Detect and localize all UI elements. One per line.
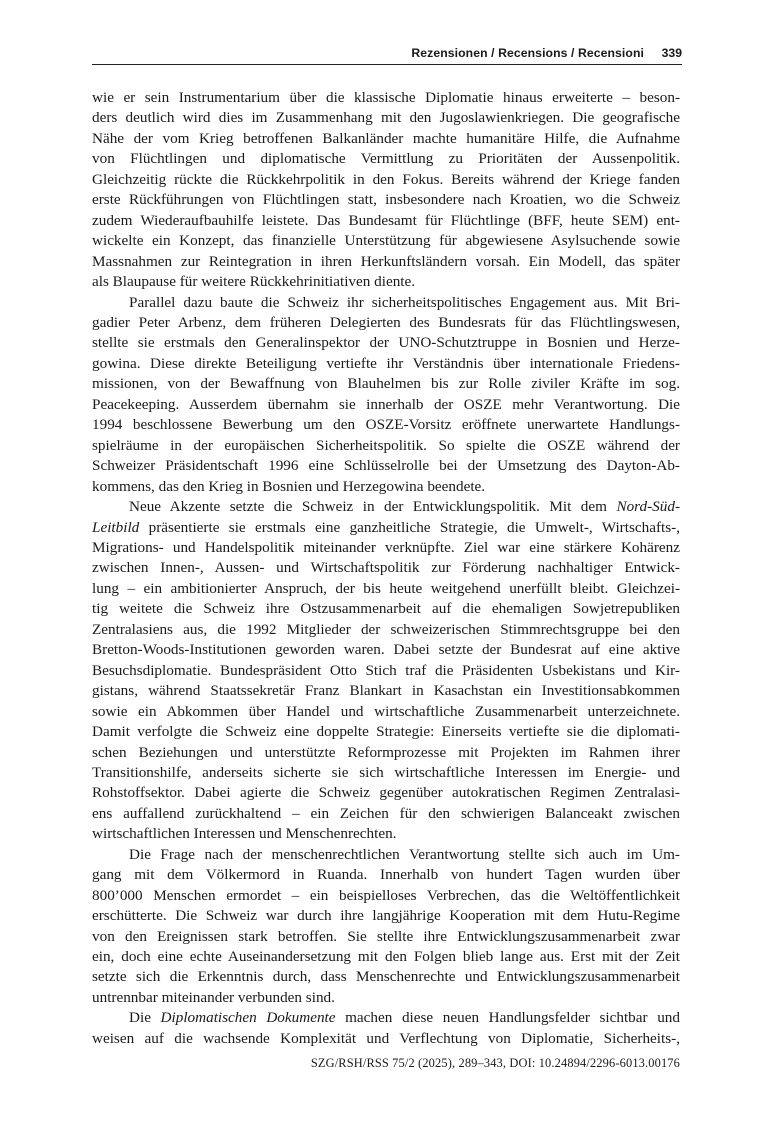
- text-line: kommens, das den Krieg in Bosnien und Herzegowina beendete.: [92, 477, 486, 495]
- text-line: 800’000 Menschen ermordet – ein beispielloses Verbrechen, das die Weltöffentlichkeit: [92, 886, 680, 904]
- running-header: [92, 42, 682, 65]
- text-line: Parallel dazu baute die Schweiz ihr sicherheitspolitisches Engagement aus. Mit Bri-: [129, 293, 680, 311]
- text-line: gadier Peter Arbenz, dem früheren Delegierten des Bundesrats für das Flüchtlingswesen,: [92, 313, 680, 331]
- text-line: missionen, von der Bewaffnung von Blauhelmen bis zur Rolle ziviler Kräfte im sog.: [92, 375, 680, 393]
- text-line: stellte sie erstmals den Generalinspektor der UNO-Schutztruppe in Bosnien und Herze-: [92, 334, 680, 352]
- text-line: von Flüchtlingen und diplomatische Vermittlung zu Prioritäten der Aussenpolitik.: [92, 150, 680, 168]
- text-line: Neue Akzente setzte die Schweiz in der Entwicklungspolitik. Mit dem Nord-Süd-: [129, 498, 680, 516]
- paragraph: [92, 1008, 680, 1049]
- text-line: schen Beziehungen und unterstützte Reformprozesse mit Projekten im Rahmen ihrer: [92, 743, 680, 761]
- text-line: Bretton-Woods-Institutionen geworden waren. Dabei setzte der Bundesrat auf eine aktive: [92, 641, 680, 659]
- paragraph: [92, 88, 680, 293]
- text-line: Rohstoffsektor. Dabei agierte die Schweiz gegenüber autokratischen Regimen Zentralasi-: [92, 784, 680, 802]
- text-line: tig weitete die Schweiz ihre Ostzusammenarbeit auf die ehemaligen Sowjetrepubliken: [92, 600, 680, 618]
- text-line: ders deutlich wird dies im Zusammenhang mit den Jugoslawienkriegen. Die geografische: [92, 109, 680, 127]
- text-line: spielräume in der europäischen Sicherheitspolitik. So spielte die OSZE während der: [92, 436, 680, 454]
- text-line: Schweizer Präsidentschaft 1996 eine Schlüsselrolle bei der Umsetzung des Dayton-Ab-: [92, 457, 680, 475]
- body-text: [92, 88, 680, 1049]
- paragraph: [92, 293, 680, 498]
- text-line: Die Diplomatischen Dokumente machen diese neuen Handlungsfelder sichtbar und: [129, 1009, 680, 1027]
- text-line: wie er sein Instrumentarium über die klassische Diplomatie hinaus erweiterte – beson-: [92, 89, 680, 106]
- text-line: Massnahmen zur Reintegration in ihren Herkunftsländern vorsah. Ein Modell, das später: [92, 252, 680, 270]
- text-line: gang mit dem Völkermord in Ruanda. Innerhalb von hundert Tagen wurden über: [92, 866, 680, 884]
- text-line: als Blaupause für weitere Rückkehrinitiativen diente.: [92, 273, 416, 291]
- paragraph: [92, 845, 680, 1009]
- page-number: 339: [661, 46, 682, 60]
- text-line: Zentralasiens aus, die 1992 Mitglieder der schweizerischen Stimmrechtsgruppe bei den: [92, 620, 680, 638]
- text-line: lung – ein ambitionierter Anspruch, der bis heute weitgehend unerfüllt bleibt. Gleichzei-: [92, 579, 680, 597]
- text-line: wickelte ein Konzept, das finanzielle Unterstützung für abgewiesene Asylsuchende sowie: [92, 232, 680, 250]
- text-line: Transitionshilfe, anderseits sicherte sie sich wirtschaftliche Interessen im Energie- und: [92, 763, 680, 781]
- text-line: Gleichzeitig rückte die Rückkehrpolitik in den Fokus. Bereits während der Kriege fanden: [92, 170, 680, 188]
- text-line: Nähe der vom Krieg betroffenen Balkanländer machte humanitäre Hilfe, die Aufnahme: [92, 129, 680, 147]
- text-line: erschütterte. Die Schweiz war durch ihre langjährige Kooperation mit dem Hutu-Regime: [92, 907, 680, 925]
- text-line: Besuchsdiplomatie. Bundespräsident Otto Stich traf die Präsidenten Usbekistans und Kir-: [92, 661, 680, 679]
- text-line: setzte sich die Erkenntnis durch, dass Menschenrechte und Entwicklungszusammenarbeit: [92, 968, 680, 986]
- text-line: ens auffallend zurückhaltend – ein Zeichen für den schwierigen Balanceakt zwischen: [92, 804, 680, 822]
- text-line: zwischen Innen-, Aussen- und Wirtschaftspolitik zur Förderung nachhaltiger Entwick-: [92, 559, 680, 577]
- text-line: gistans, während Staatssekretär Franz Blankart in Kasachstan ein Investitionsabkommen: [92, 682, 680, 700]
- paragraph: [92, 497, 680, 845]
- text-line: gowina. Diese direkte Beteiligung vertiefte ihr Verständnis über internationale Friedens-: [92, 354, 680, 372]
- text-line: erste Rückführungen von Flüchtlingen statt, insbesondere nach Kroatien, wo die Schweiz: [92, 191, 680, 209]
- text-line: zudem Wiederaufbauhilfe leistete. Das Bundesamt für Flüchtlinge (BFF, heute SEM) ent-: [92, 211, 680, 229]
- footer-citation: SZG/RSH/RSS 75/2 (2025), 289–343, DOI: 10.24894/2296-6013.00176: [310, 1056, 680, 1070]
- text-line: sowie ein Abkommen über Handel und wirtschaftliche Zusammenarbeit unterzeichnete.: [92, 702, 680, 720]
- text-line: Leitbild präsentierte sie erstmals eine ganzheitliche Strategie, die Umwelt-, Wirtschafts-,: [92, 518, 680, 536]
- text-line: untrennbar miteinander verbunden sind.: [92, 988, 335, 1006]
- text-line: von den Ereignissen stark betroffen. Sie stellte ihre Entwicklungszusammenarbeit zwar: [92, 927, 680, 945]
- text-line: 1994 beschlossene Bewerbung um den OSZE-Vorsitz eröffnete unerwartete Handlungs-: [92, 416, 680, 434]
- text-line: Migrations- und Handelspolitik miteinander verknüpfte. Ziel war eine stärkere Kohärenz: [92, 538, 680, 556]
- text-line: Die Frage nach der menschenrechtlichen Verantwortung stellte sich auch im Um-: [129, 845, 680, 863]
- text-line: weisen auf die wachsende Komplexität und Verflechtung von Diplomatie, Sicherheits-,: [92, 1029, 680, 1047]
- text-line: wirtschaftlichen Interessen und Menschenrechten.: [92, 825, 397, 843]
- header-title: Rezensionen / Recensions / Recensioni: [411, 46, 644, 60]
- text-line: Peacekeeping. Ausserdem übernahm sie innerhalb der OSZE mehr Verantwortung. Die: [92, 395, 680, 413]
- text-line: ein, doch eine echte Auseinandersetzung mit den Folgen blieb lange aus. Erst mit der Zeit: [92, 948, 680, 966]
- text-line: Damit verfolgte die Schweiz eine doppelte Strategie: Einerseits vertiefte sie die diplomati-: [92, 723, 680, 741]
